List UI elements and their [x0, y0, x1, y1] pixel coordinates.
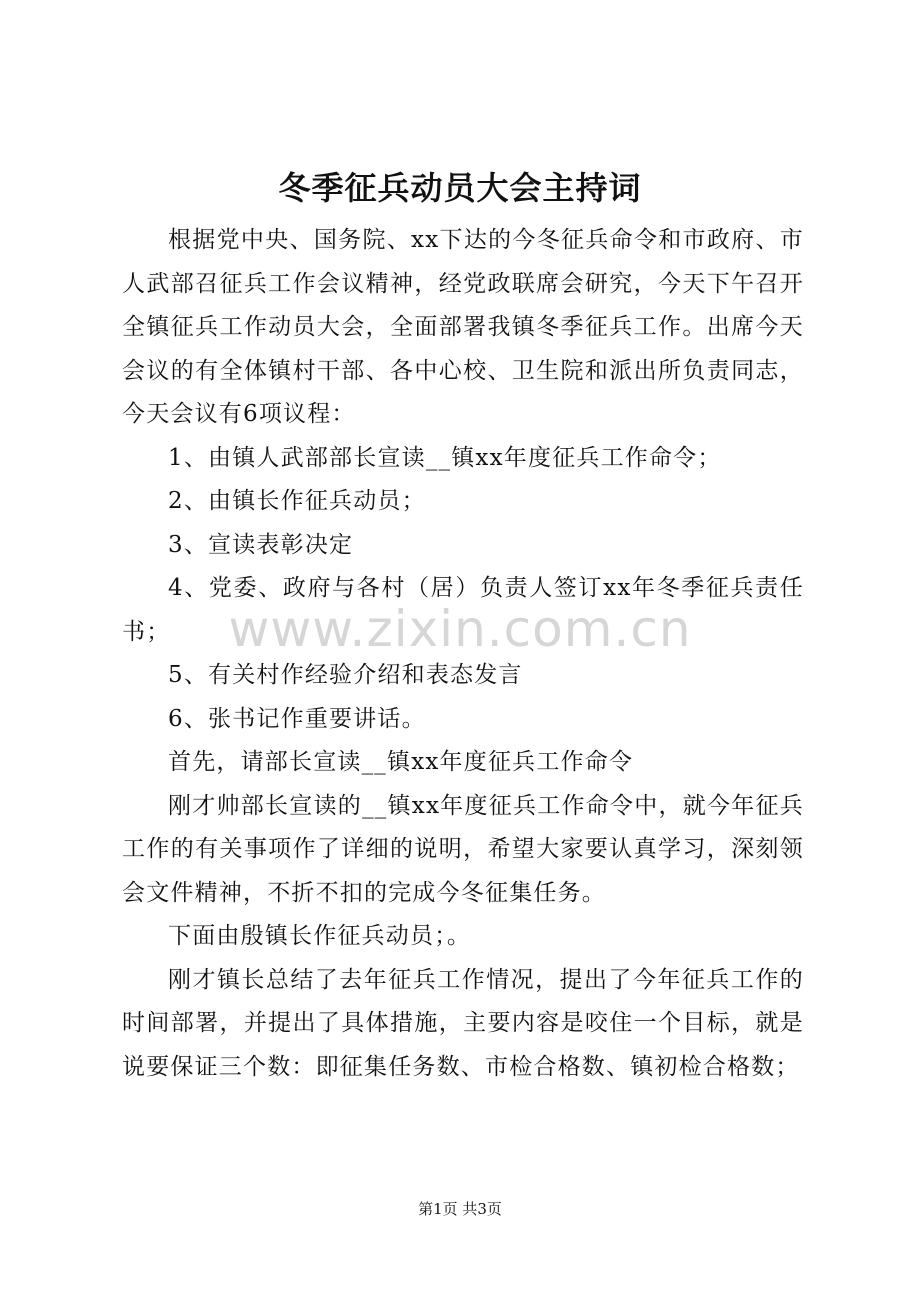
paragraph-next: 下面由殷镇长作征兵动员；。 — [168, 923, 472, 949]
document-body — [122, 219, 804, 1089]
document-title: 冬季征兵动员大会主持词 — [278, 169, 642, 207]
agenda-item-4: 4、党委、政府与各村（居）负责人签订xx年冬季征兵责任书； — [122, 575, 804, 645]
watermark: www.zixin.com.cn — [228, 600, 692, 658]
agenda-item-1: 1、由镇人武部部长宣读__镇xx年度征兵工作命令； — [168, 444, 722, 471]
page-footer: 第1页 共3页 — [418, 1200, 502, 1218]
agenda-item-2: 2、由镇长作征兵动员； — [168, 488, 426, 514]
paragraph-first: 首先，请部长宣读__镇xx年度征兵工作命令 — [168, 749, 634, 775]
paragraph-commentary-2: 刚才镇长总结了去年征兵工作情况，提出了今年征兵工作的时间部署，并提出了具体措施，主要内容是咬住一个目标，就是说要保证三个数：即征集任务数、市检合格数、镇初检合格数； — [122, 966, 804, 1080]
paragraph-commentary-1: 刚才帅部长宣读的__镇xx年度征兵工作命令中，就今年征兵工作的有关事项作了详细的说明，希望大家要认真学习，深刻领会文件精神，不折不扣的完成今冬征集任务。 — [122, 792, 804, 906]
paragraph-intro: 根据党中央、国务院、xx下达的今冬征兵命令和市政府、市人武部召征兵工作会议精神，经党政联席会研究，今天下午召开全镇征兵工作动员大会，全面部署我镇冬季征兵工作。出席今天会议的有全体镇村干部、各中心校、卫生院和派出所负责同志，今天会议有6项议程： — [122, 227, 804, 427]
agenda-item-3: 3、宣读表彰决定 — [168, 531, 354, 558]
agenda-item-5: 5、有关村作经验介绍和表态发言 — [168, 662, 523, 688]
agenda-item-6: 6、张书记作重要讲话。 — [168, 705, 426, 732]
